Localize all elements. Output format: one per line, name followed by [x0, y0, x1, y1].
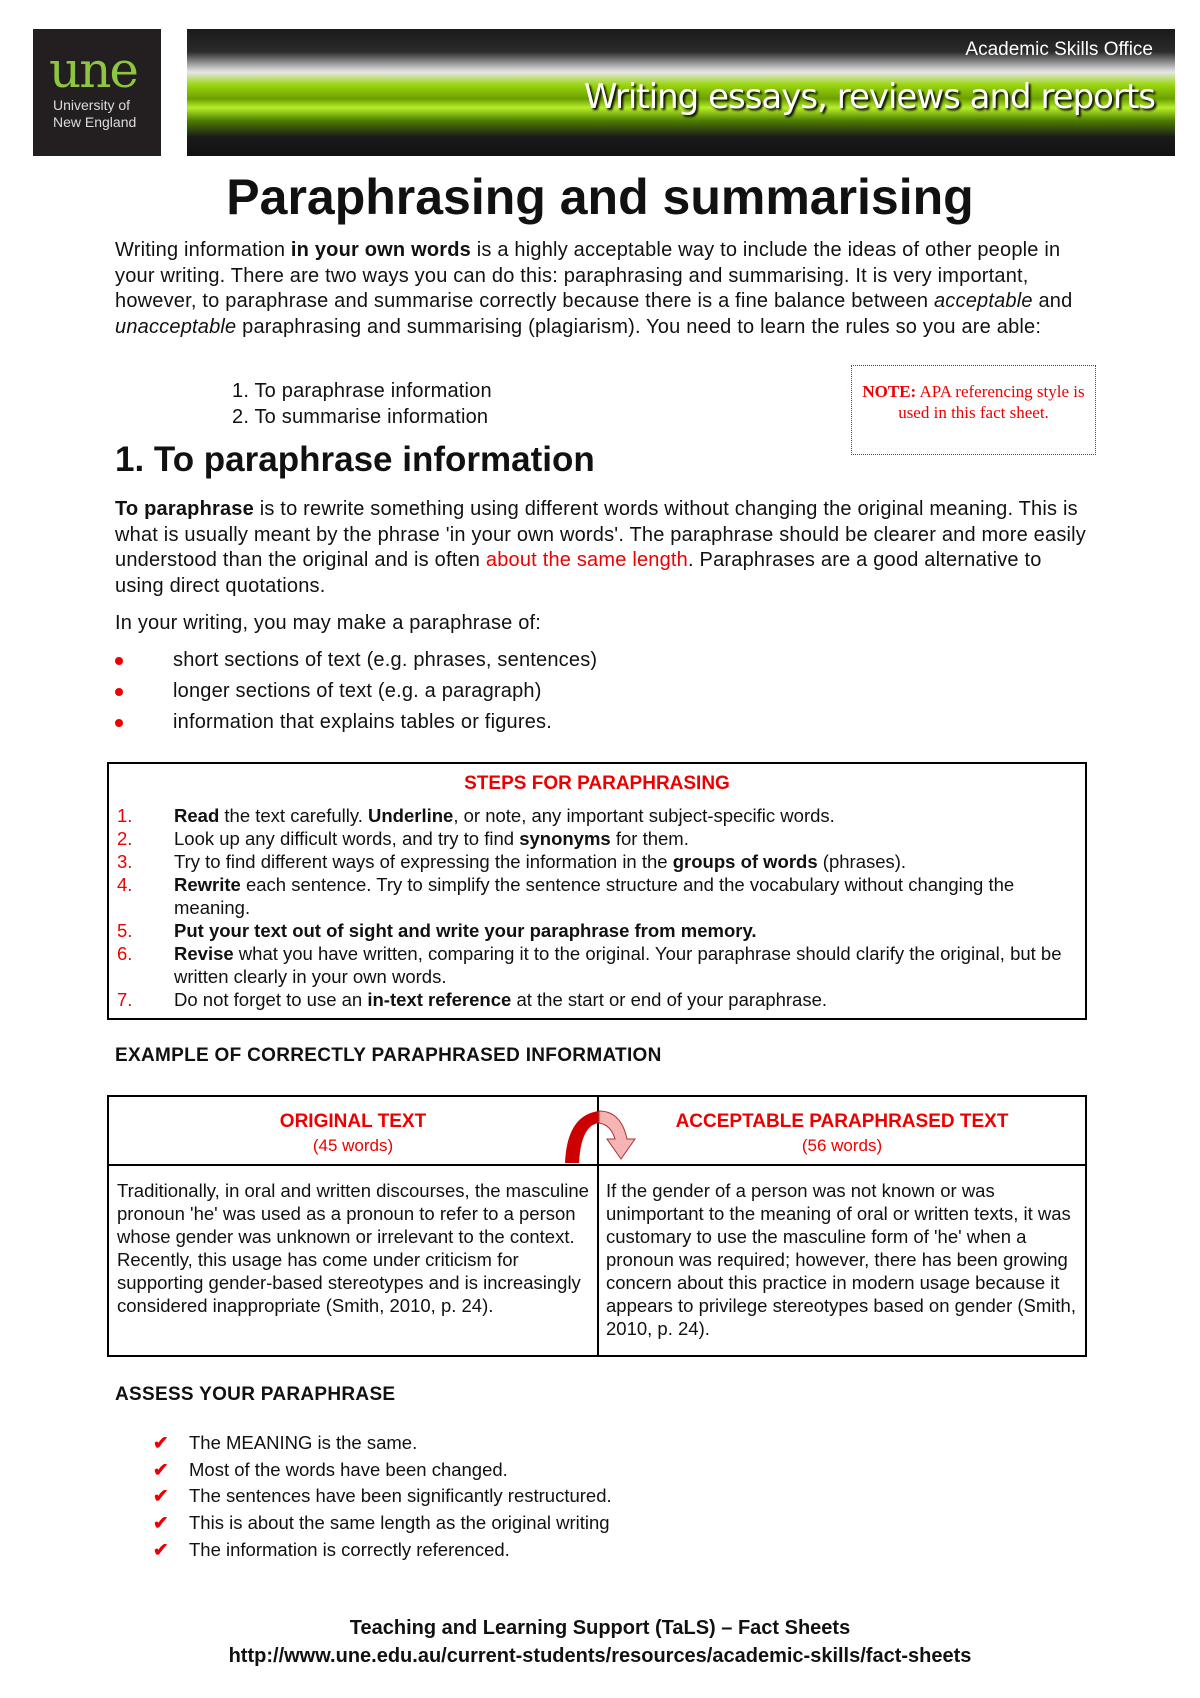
curved-arrow-icon	[559, 1097, 639, 1165]
list-item: 1. To paraphrase information	[232, 380, 492, 402]
step-item: 5. Put your text out of sight and write your paraphrase from memory.	[117, 920, 757, 941]
logo-text: University of	[53, 97, 131, 113]
example-table	[107, 1095, 1087, 1357]
intro-paragraph: Writing information in your own words is a highly acceptable way to include the ideas of other people in your writing. There are two ways you can do this: paraphrasing and summarising. It is very important, however, to paraphrase and summarise correctly because there is a fine balance between acceptable and unacceptable paraphrasing and summarising (plagiarism). You need to learn the rules so you are able:	[115, 239, 1073, 338]
checkmark-icon: ✔	[153, 1512, 169, 1534]
bullet-icon	[115, 657, 123, 665]
checklist-item: ✔ The information is correctly referenced.	[189, 1537, 612, 1564]
page-title: Paraphrasing and summarising	[226, 169, 974, 225]
une-logo	[33, 29, 161, 156]
checkmark-icon: ✔	[153, 1432, 169, 1453]
steps-title: STEPS FOR PARAPHRASING	[464, 773, 730, 794]
list-item: longer sections of text (e.g. a paragraph)	[173, 679, 597, 710]
section-heading: 1. To paraphrase information	[115, 440, 595, 479]
note-box: NOTE: APA referencing style is used in this fact sheet.	[851, 365, 1096, 455]
list-item: short sections of text (e.g. phrases, sentences)	[173, 648, 597, 679]
bullet-list	[173, 648, 597, 741]
logo-mark: une	[49, 41, 137, 99]
paragraph: In your writing, you may make a paraphrase of:	[115, 612, 542, 634]
steps-box	[107, 762, 1087, 1020]
step-item: 6. Revise what you have written, comparing it to the original. Your paraphrase should clarify the original, but be written clearly in your own words.	[117, 943, 1062, 987]
paraphrase-definition: To paraphrase is to rewrite something using different words without changing the original meaning. This is what is usually meant by the phrase 'in your own words'. The paraphrase should be clearer and more easily understood than the original and is often about the same length. Paraphrases are a good alternative to using direct quotations.	[115, 498, 1086, 597]
paraphrased-header: ACCEPTABLE PARAPHRASED TEXT (56 words)	[675, 1111, 1009, 1155]
bullet-icon	[115, 719, 123, 727]
footer-title: Teaching and Learning Support (TaLS) – Fact Sheets	[349, 1617, 851, 1639]
bullet-icon	[115, 688, 123, 696]
checkmark-icon: ✔	[153, 1538, 169, 1560]
logo-text: New England	[53, 114, 137, 130]
checklist-item: ✔ Most of the words have been changed.	[189, 1457, 612, 1484]
header-banner	[187, 29, 1175, 156]
checkmark-icon: ✔	[153, 1485, 169, 1507]
original-header: ORIGINAL TEXT (45 words)	[279, 1111, 427, 1155]
step-item: 2. Look up any difficult words, and try to find synonyms for them.	[117, 828, 689, 849]
checklist-item: ✔ The MEANING is the same.	[189, 1430, 612, 1457]
checklist-item: ✔ The sentences have been significantly restructured.	[189, 1483, 612, 1510]
step-item: 3. Try to find different ways of expressing the information in the groups of words (phrases).	[117, 851, 907, 872]
example-heading: EXAMPLE OF CORRECTLY PARAPHRASED INFORMATION	[115, 1045, 662, 1066]
original-text: Traditionally, in oral and written discourses, the masculine pronoun 'he' was used as a pronoun to refer to a person whose gender was unknown or irrelevant to the context. Recently, this usage has come under criticism for supporting gender-based stereotypes and is increasingly considered inappropriate (Smith, 2010, p. 24).	[117, 1180, 589, 1316]
intro-list	[232, 379, 492, 430]
step-item: 4. Rewrite each sentence. Try to simplify the sentence structure and the vocabulary without changing the meaning.	[117, 874, 1015, 918]
step-item: 7. Do not forget to use an in-text reference at the start or end of your paraphrase.	[117, 989, 828, 1010]
office-name: Academic Skills Office	[965, 39, 1153, 60]
footer-url[interactable]: http://www.une.edu.au/current-students/resources/academic-skills/fact-sheets	[228, 1645, 972, 1667]
checkmark-icon: ✔	[153, 1458, 169, 1480]
assess-heading: ASSESS YOUR PARAPHRASE	[115, 1384, 396, 1405]
series-title: Writing essays, reviews and reports	[583, 77, 1155, 117]
list-item: 2. To summarise information	[232, 405, 489, 428]
checklist-item: ✔ This is about the same length as the original writing	[189, 1510, 612, 1537]
paraphrased-text: If the gender of a person was not known or was unimportant to the meaning of oral or written texts, it was customary to use the masculine form of 'he' when a pronoun was required; however, there has been growing concern about this practice in modern usage because it appears to privilege stereotypes based on gender (Smith, 2010, p. 24).	[606, 1180, 1076, 1339]
step-item: 1. Read the text carefully. Underline, or note, any important subject-specific words.	[117, 805, 835, 826]
list-item: information that explains tables or figures.	[173, 710, 597, 741]
